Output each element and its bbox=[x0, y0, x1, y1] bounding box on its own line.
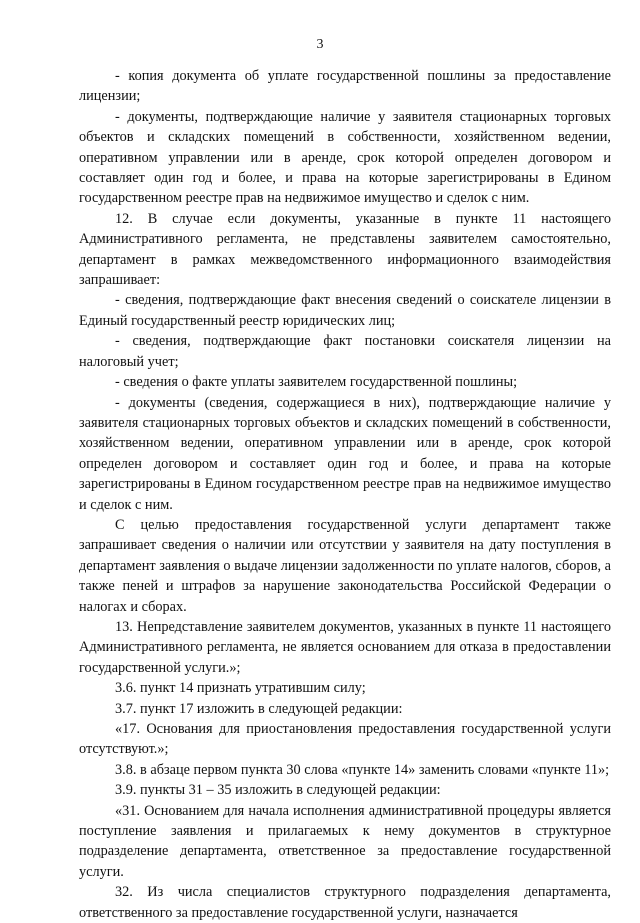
paragraph-amendment-3-8: 3.8. в абзаце первом пункта 30 слова «пункте 14» заменить словами «пункте 11»; bbox=[115, 761, 610, 778]
paragraph-amendment-3-7: 3.7. пункт 17 изложить в следующей редакции: bbox=[115, 700, 403, 717]
paragraph-clause-13: 13. Непредставление заявителем документов, указанных в пункте 11 настоящего Административного регламента, не является основанием для отказа в предоставлении государственной услуги.»; bbox=[79, 618, 611, 676]
paragraph-premises-info: - документы (сведения, содержащиеся в них), подтверждающие наличие у заявителя стационарных торговых объектов и складских помещений в собственности, хозяйственном ведении, оперативном управлении или в аренде, срок которой определен договором и составляет один год и более, и права на которые зарегистрированы в Едином государственном реестре прав на недвижимое имущество и сделок с ним. bbox=[79, 394, 611, 513]
paragraph-clause-12: 12. В случае если документы, указанные в пункте 11 настоящего Административного регламента, не представлены заявителем самостоятельно, департамент в рамках межведомственного информационного взаимодействия запрашивает: bbox=[79, 210, 611, 289]
page-number: 3 bbox=[316, 37, 324, 52]
paragraph-tax-registration: - сведения, подтверждающие факт постановки соискателя лицензии на налоговый учет; bbox=[79, 333, 611, 370]
paragraph-clause-31: «31. Основанием для начала исполнения административной процедуры является поступление заявления и прилагаемых к нему документов в структурное подразделение департамента, ответственное за предоставление государственной услуги. bbox=[79, 802, 611, 880]
paragraph-amendment-3-9: 3.9. пункты 31 – 35 изложить в следующей редакции: bbox=[115, 782, 441, 799]
paragraph-fee-payment: - сведения о факте уплаты заявителем государственной пошлины; bbox=[115, 374, 518, 391]
paragraph-copy-fee-document: - копия документа об уплате государственной пошлины за предоставление лицензии; bbox=[79, 68, 611, 105]
paragraph-premises-documents: - документы, подтверждающие наличие у заявителя стационарных торговых объектов и складских помещений в собственности, хозяйственном ведении, оперативном управлении или в аренде, срок которой определен договором и составляет один год и более, и права на которые зарегистрированы в Едином государственном реестре прав на недвижимое имущество и сделок с ним. bbox=[79, 108, 611, 207]
paragraph-tax-debt-request: С целью предоставления государственной услуги департамент также запрашивает сведения о наличии или отсутствии у заявителя на дату поступления в департамент заявления о выдаче лицензии задолженности по уплате налогов, сборов, а также пеней и штрафов за нарушение законодательства Российской Федерации о налогах и сборах. bbox=[79, 516, 611, 615]
paragraph-registry-info: - сведения, подтверждающие факт внесения сведений о соискателе лицензии в Единый государственный реестр юридических лиц; bbox=[79, 292, 611, 329]
paragraph-amendment-3-6: 3.6. пункт 14 признать утратившим силу; bbox=[115, 680, 366, 697]
paragraph-clause-32: 32. Из числа специалистов структурного подразделения департамента, ответственного за предоставление государственной услуги, назначается bbox=[79, 884, 611, 921]
paragraph-clause-17: «17. Основания для приостановления предоставления государственной услуги отсутствуют.»; bbox=[79, 721, 611, 758]
document-body bbox=[79, 66, 611, 923]
